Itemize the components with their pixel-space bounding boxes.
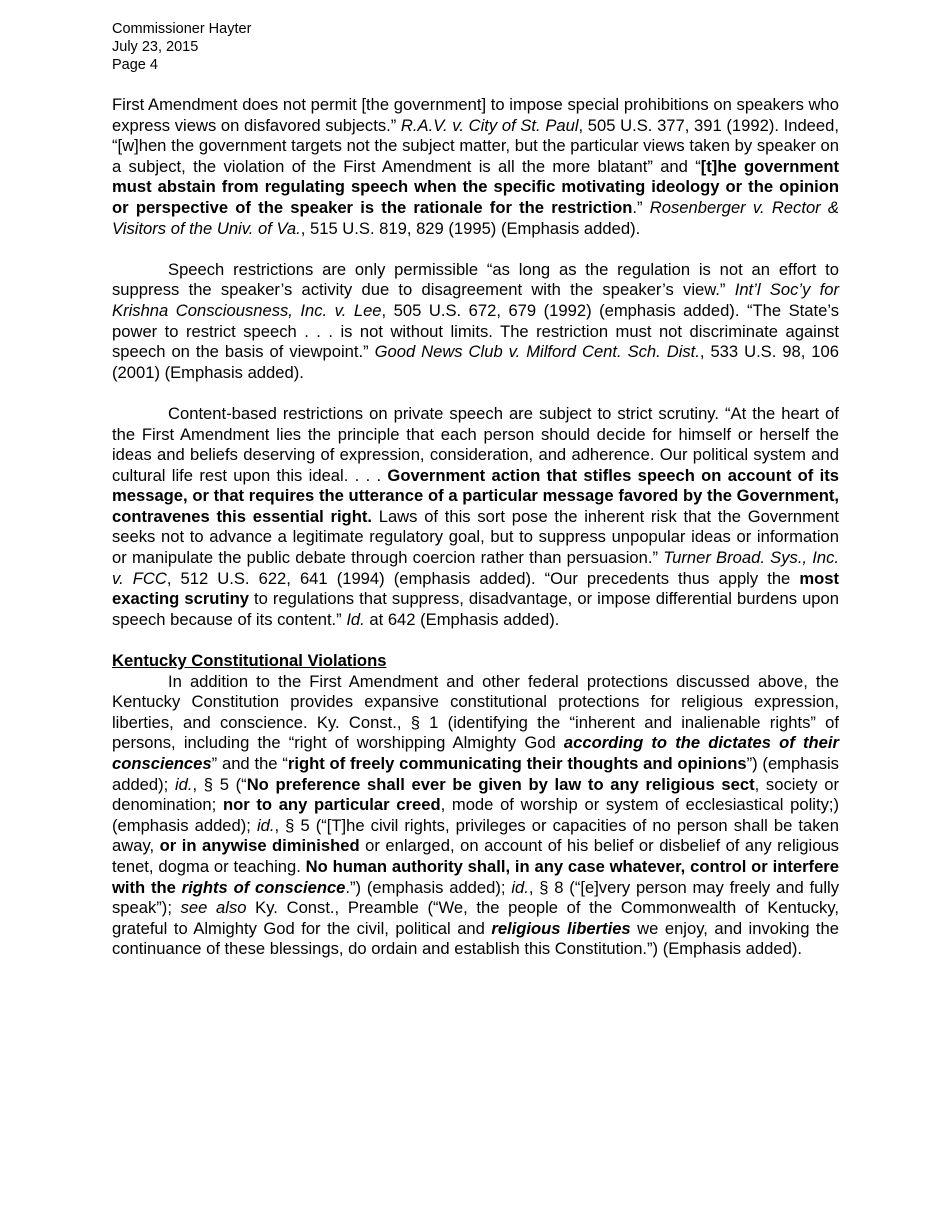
- text-run: Laws of this sort pose the inherent risk that the Government seeks not to advance a legitimate regulatory goal, but to suppress unpopular ideas or information or manipulate the public debate through coercion rather than persuasion.”: [112, 506, 839, 568]
- text-run: No preference shall ever be given by law to any religious sect: [246, 774, 755, 794]
- text-run: , § 5 (“[T]he civil rights, privileges or capacities of no person shall be taken away,: [112, 815, 839, 856]
- text-run: Content-based restrictions on private speech are subject to strict scrutiny. “At the heart of the First Amendment lies the principle that each person should decide for himself or herself the ideas and beliefs deserving of expression, consideration, and adherence. Our political system and cultural life rest upon this ideal. . . .: [112, 403, 839, 485]
- text-run: , § 8 (“[e]very person may freely and fully speak”);: [112, 877, 839, 918]
- text-run: , § 5 (“: [192, 774, 247, 794]
- text-run: , 515 U.S. 819, 829 (1995) (Emphasis added).: [300, 218, 641, 238]
- text-run: , mode of worship or system of ecclesiastical polity;) (emphasis added);: [112, 795, 839, 835]
- text-run: rights of conscience: [181, 877, 346, 897]
- text-run: id.: [174, 774, 193, 794]
- text-run: or enlarged, on account of his belief or disbelief of any religious tenet, dogma or teaching.: [112, 836, 839, 876]
- text-run: at 642 (Emphasis added).: [364, 609, 560, 629]
- header-recipient: Commissioner Hayter: [112, 21, 252, 37]
- text-run: Turner Broad. Sys., Inc. v. FCC: [112, 548, 840, 588]
- paragraph-content-based: [112, 404, 839, 631]
- text-run: or in anywise diminished: [159, 836, 360, 856]
- text-run: Ky. Const., Preamble (“We, the people of the Commonwealth of Kentucky, grateful to Almighty God for the civil, political and: [112, 898, 839, 938]
- text-run: Id.: [346, 609, 365, 629]
- letter-header: [112, 20, 839, 74]
- text-run: ”) (emphasis added);: [112, 754, 839, 794]
- text-run: to regulations that suppress, disadvantage, or impose differential burdens upon speech because of its content.”: [112, 589, 839, 629]
- text-run: , 505 U.S. 377, 391 (1992). Indeed, “[w]hen the government targets not the subject matter, but the particular views taken by speaker on a subject, the violation of the First Amendment is all the more blatant” and “: [112, 115, 839, 176]
- text-run: .”) (emphasis added);: [345, 877, 512, 897]
- header-date: July 23, 2015: [112, 39, 199, 55]
- section-heading: Kentucky Constitutional Violations: [112, 651, 387, 671]
- text-run: religious liberties: [491, 918, 631, 938]
- text-run: , society or denomination;: [112, 774, 840, 815]
- text-run: R.A.V. v. City of St. Paul: [400, 115, 579, 135]
- text-run: Good News Club v. Milford Cent. Sch. Dist.: [374, 342, 700, 362]
- text-run: nor to any particular creed: [222, 795, 441, 815]
- text-run: , 533 U.S. 98, 106 (2001) (Emphasis added).: [112, 342, 839, 382]
- text-run: [t]he government must abstain from regulating speech when the specific motivating ideology or the opinion or perspective of the speaker is the rationale for the restriction: [112, 156, 839, 217]
- paragraph-kentucky-constitution: [112, 672, 839, 960]
- document-page: [112, 20, 839, 960]
- text-run: .”: [632, 197, 650, 217]
- text-run: In addition to the First Amendment and other federal protections discussed above, the Kentucky Constitution provides expansive constitutional protections for religious expression, liberties, and conscience. Ky. Const., § 1 (identifying the “inherent and inalienable rights” of persons, including the “right of worshipping Almighty God: [112, 671, 839, 753]
- text-run: according to the dictates of their consciences: [112, 733, 839, 773]
- header-page-number: Page 4: [112, 57, 158, 73]
- text-run: First Amendment does not permit [the government] to impose special prohibitions on speakers who express views on disfavored subjects.”: [112, 95, 839, 135]
- text-run: right of freely communicating their thoughts and opinions: [287, 754, 747, 773]
- text-run: ” and the “: [211, 754, 288, 773]
- text-run: id.: [256, 815, 275, 835]
- text-run: Speech restrictions are only permissible “as long as the regulation is not an effort to suppress the speaker’s activity due to disagreement with the speaker’s view.”: [112, 259, 839, 300]
- paragraph-speech-restrictions: [112, 260, 839, 384]
- text-run: id.: [511, 877, 529, 897]
- text-run: Int’l Soc’y for Krishna Consciousness, Inc. v. Lee: [112, 280, 839, 320]
- text-run: Government action that stifles speech on account of its message, or that requires the utterance of a particular message favored by the Government, contravenes this essential right.: [112, 465, 840, 526]
- text-run: see also: [180, 898, 247, 918]
- text-run: , 512 U.S. 622, 641 (1994) (emphasis added). “Our precedents thus apply the: [166, 568, 800, 588]
- text-run: , 505 U.S. 672, 679 (1992) (emphasis added). “The State’s power to restrict speech . . . is not without limits. The restriction must not discriminate against speech on the basis of viewpoint.”: [112, 300, 839, 362]
- text-run: Rosenberger v. Rector & Visitors of the Univ. of Va.: [112, 197, 839, 238]
- text-run: No human authority shall, in any case whatever, control or interfere with the: [112, 856, 839, 897]
- text-run: we enjoy, and invoking the continuance of these blessings, do ordain and establish this Constitution.”) (Emphasis added).: [112, 918, 839, 959]
- text-run: most exacting scrutiny: [112, 568, 839, 609]
- paragraph-first-amendment: [112, 95, 839, 239]
